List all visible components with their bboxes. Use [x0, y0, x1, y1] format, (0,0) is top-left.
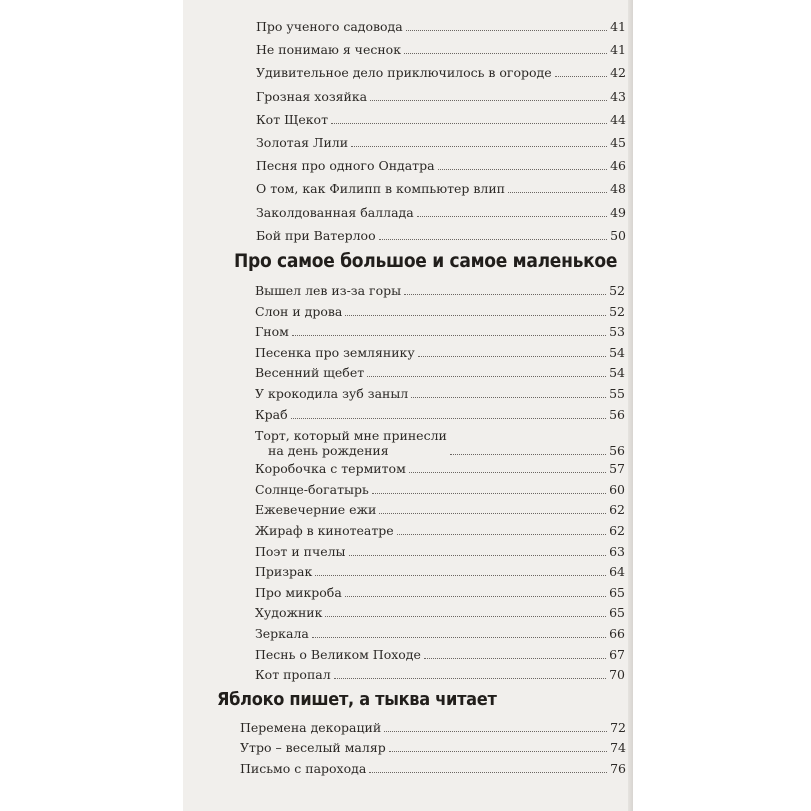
toc-entry-title: Песнь о Великом Походе — [255, 646, 421, 662]
toc-entry-title: Бой при Ватерлоо — [256, 227, 376, 243]
toc-entry — [255, 299, 625, 319]
toc-entry — [255, 319, 625, 339]
toc-entry-page: 43 — [610, 88, 626, 104]
toc-entry-title — [255, 428, 447, 458]
toc-entry-title: Письмо с парохода — [240, 761, 367, 776]
toc-entry-title: Песня про одного Ондатра — [256, 158, 435, 174]
toc-entry-page: 64 — [609, 564, 625, 580]
toc-leader — [418, 356, 606, 357]
toc-leader — [379, 239, 607, 240]
toc-leader — [438, 169, 608, 170]
toc-leader — [345, 596, 606, 597]
toc-entry — [255, 539, 625, 559]
toc-entry-title: Зеркала — [255, 626, 309, 641]
toc-entry-title: Кот Щекот — [256, 111, 329, 127]
toc-entry-page: 54 — [609, 365, 625, 381]
toc-entry-title: Грозная хозяйка — [256, 88, 368, 104]
toc-entry-page: 67 — [609, 646, 625, 662]
toc-leader — [389, 751, 607, 752]
toc-leader — [372, 493, 606, 494]
toc-entry-page: 60 — [609, 481, 625, 497]
toc-entry-title: Золотая Лили — [256, 135, 349, 150]
toc-entry — [255, 518, 625, 538]
toc-leader — [292, 335, 606, 336]
toc-entry-title: Кот пропал — [255, 667, 331, 683]
toc-leader — [315, 575, 606, 576]
toc-leader — [312, 637, 606, 638]
toc-entry-page: 53 — [609, 324, 625, 340]
toc-leader — [397, 534, 606, 535]
toc-entry-page: 41 — [610, 42, 626, 58]
toc-entry-title: Жираф в кинотеатре — [255, 523, 394, 538]
toc-entry-title: Не понимаю я чеснок — [256, 42, 402, 58]
toc-entry-title: Поэт и пчелы — [255, 543, 346, 559]
toc-entry-title-line1: Торт, который мне принесли — [255, 428, 447, 444]
toc-entry — [240, 756, 626, 776]
toc-entry-page: 50 — [610, 227, 626, 243]
toc-entry-page: 62 — [609, 502, 625, 518]
toc-entry — [240, 735, 626, 755]
toc-entry-title: Заколдованная баллада — [256, 204, 414, 220]
toc-entry — [256, 37, 626, 57]
toc-entry-title: У крокодила зуб заныл — [255, 386, 409, 401]
toc-entry — [256, 107, 626, 127]
toc-entry-title: Песенка про землянику — [255, 344, 415, 360]
toc-entry-page: 66 — [609, 626, 625, 641]
toc-entry-title: Про микроба — [255, 584, 342, 600]
toc-entry-title: Весенний щебет — [255, 365, 365, 381]
toc-entry-title: Коробочка с термитом — [255, 461, 406, 477]
toc-entry-page: 55 — [609, 386, 625, 401]
toc-leader — [349, 555, 607, 556]
toc-entry-page: 56 — [609, 443, 625, 459]
toc-leader — [367, 376, 606, 377]
toc-entry-page: 44 — [610, 111, 626, 127]
toc-entry-title: Художник — [255, 605, 323, 621]
toc-leader — [404, 53, 607, 54]
toc-leader — [331, 123, 607, 124]
toc-entry-title: Утро – веселый маляр — [240, 740, 386, 756]
toc-entry-title: Вышел лев из-за горы — [255, 283, 402, 298]
toc-leader — [379, 513, 606, 514]
toc-entry — [256, 14, 626, 34]
toc-entry-page: 54 — [609, 344, 625, 360]
toc-entry — [256, 223, 626, 243]
toc-entry — [255, 662, 625, 682]
toc-entry-page: 46 — [610, 158, 626, 174]
toc-leader — [404, 294, 606, 295]
page-edge — [628, 0, 633, 811]
section-heading: Про самое большое и самое маленькое — [234, 250, 618, 272]
toc-entry-title: О том, как Филипп в компьютер влип — [256, 181, 506, 197]
toc-entry — [255, 559, 625, 579]
toc-entry — [255, 422, 625, 458]
toc-leader — [334, 678, 606, 679]
toc-entry — [256, 153, 626, 173]
toc-entry-page: 45 — [610, 135, 626, 150]
toc-entry — [255, 642, 625, 662]
toc-leader — [508, 192, 607, 193]
toc-entry-page: 72 — [610, 719, 626, 735]
toc-leader — [351, 146, 607, 147]
toc-leader — [406, 30, 607, 31]
toc-entry — [255, 278, 625, 298]
toc-entry — [256, 84, 626, 104]
toc-leader — [417, 216, 607, 217]
toc-entry — [255, 580, 625, 600]
toc-entry-page: 57 — [609, 461, 625, 477]
toc-leader — [291, 418, 606, 419]
toc-entry — [240, 715, 626, 735]
toc-leader — [370, 100, 607, 101]
toc-leader — [325, 616, 606, 617]
toc-leader — [384, 731, 607, 732]
toc-leader — [424, 658, 606, 659]
toc-entry-page: 52 — [609, 303, 625, 319]
toc-entry-title: Гном — [255, 324, 289, 340]
toc-entry-page: 74 — [610, 740, 626, 756]
toc-entry-page: 76 — [610, 761, 626, 776]
toc-entry — [255, 360, 625, 380]
toc-entry — [255, 402, 625, 422]
toc-entry — [255, 477, 625, 497]
toc-entry-page: 41 — [610, 19, 626, 34]
toc-leader — [450, 454, 606, 455]
toc-entry-title-line2: на день рождения — [268, 443, 389, 459]
section-heading: Яблоко пишет, а тыква читает — [217, 688, 497, 710]
toc-entry — [256, 60, 626, 80]
toc-entry-title: Слон и дрова — [255, 303, 343, 319]
toc-entry-page: 42 — [610, 65, 626, 81]
toc-entry — [256, 200, 626, 220]
toc-entry — [255, 340, 625, 360]
toc-entry — [255, 497, 625, 517]
toc-entry-title: Ежевечерние ежи — [255, 502, 377, 518]
toc-entry — [255, 456, 625, 476]
toc-entry-title: Призрак — [255, 564, 313, 580]
toc-entry-title: Удивительное дело приключилось в огороде — [256, 65, 552, 81]
toc-leader — [411, 397, 606, 398]
toc-entry-title: Про ученого садовода — [256, 19, 403, 34]
toc-entry-page: 65 — [609, 584, 625, 600]
toc-entry — [256, 130, 626, 150]
toc-entry-page: 70 — [609, 667, 625, 683]
toc-entry-page: 56 — [609, 406, 625, 422]
toc-leader — [369, 772, 607, 773]
toc-entry-page: 52 — [609, 283, 625, 298]
toc-entry — [255, 381, 625, 401]
toc-entry — [256, 176, 626, 196]
toc-leader — [409, 472, 606, 473]
toc-entry-page: 65 — [609, 605, 625, 621]
toc-entry — [255, 600, 625, 620]
toc-entry-title: Солнце-богатырь — [255, 481, 369, 497]
toc-leader — [345, 315, 606, 316]
toc-entry-page: 48 — [610, 181, 626, 197]
toc-entry-page: 63 — [609, 543, 625, 559]
toc-entry-title: Перемена декораций — [240, 719, 382, 735]
toc-entry-page: 49 — [610, 204, 626, 220]
toc-entry — [255, 621, 625, 641]
toc-leader — [555, 76, 607, 77]
toc-entry-title: Краб — [255, 406, 288, 422]
toc-entry-page: 62 — [609, 523, 625, 538]
